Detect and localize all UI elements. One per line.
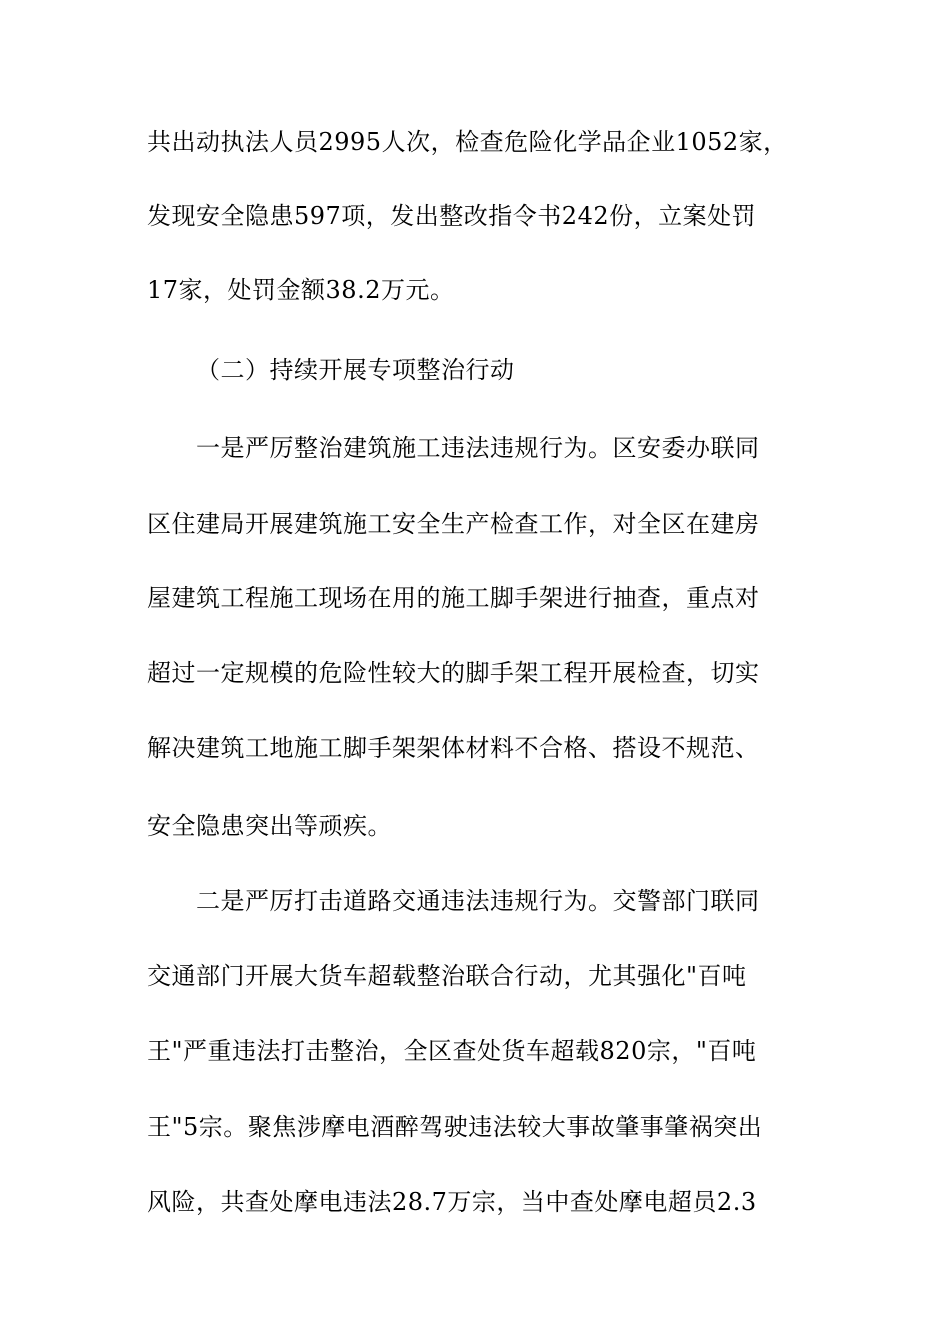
paragraph-2-line-6: 安全隐患突出等顽疾。 [147, 812, 392, 840]
section-heading: （二）持续开展专项整治行动 [196, 356, 515, 384]
paragraph-3-line-2: 交通部门开展大货车超载整治联合行动，尤其强化"百吨 [147, 962, 747, 990]
paragraph-2-line-2: 区住建局开展建筑施工安全生产检查工作，对全区在建房 [147, 510, 760, 538]
paragraph-1-line-3: 17家，处罚金额38.2万元。 [147, 276, 455, 304]
paragraph-2-line-5: 解决建筑工地施工脚手架架体材料不合格、搭设不规范、 [147, 734, 760, 762]
paragraph-2-line-3: 屋建筑工程施工现场在用的施工脚手架进行抽查，重点对 [147, 584, 760, 612]
paragraph-2-line-1: 一是严厉整治建筑施工违法违规行为。区安委办联同 [196, 434, 760, 462]
paragraph-3-line-5: 风险，共查处摩电违法28.7万宗，当中查处摩电超员2.3 [147, 1188, 757, 1216]
paragraph-1-line-2: 发现安全隐患597项，发出整改指令书242份，立案处罚 [147, 202, 757, 230]
paragraph-3-line-3: 王"严重违法打击整治，全区查处货车超载820宗，"百吨 [147, 1037, 757, 1065]
paragraph-3-line-4: 王"5宗。聚焦涉摩电酒醉驾驶违法较大事故肇事肇祸突出 [147, 1113, 763, 1141]
paragraph-2-line-4: 超过一定规模的危险性较大的脚手架工程开展检查，切实 [147, 659, 760, 687]
paragraph-3-line-1: 二是严厉打击道路交通违法违规行为。交警部门联同 [196, 887, 760, 915]
paragraph-1-line-1: 共出动执法人员2995人次，检查危险化学品企业1052家， [147, 128, 788, 156]
